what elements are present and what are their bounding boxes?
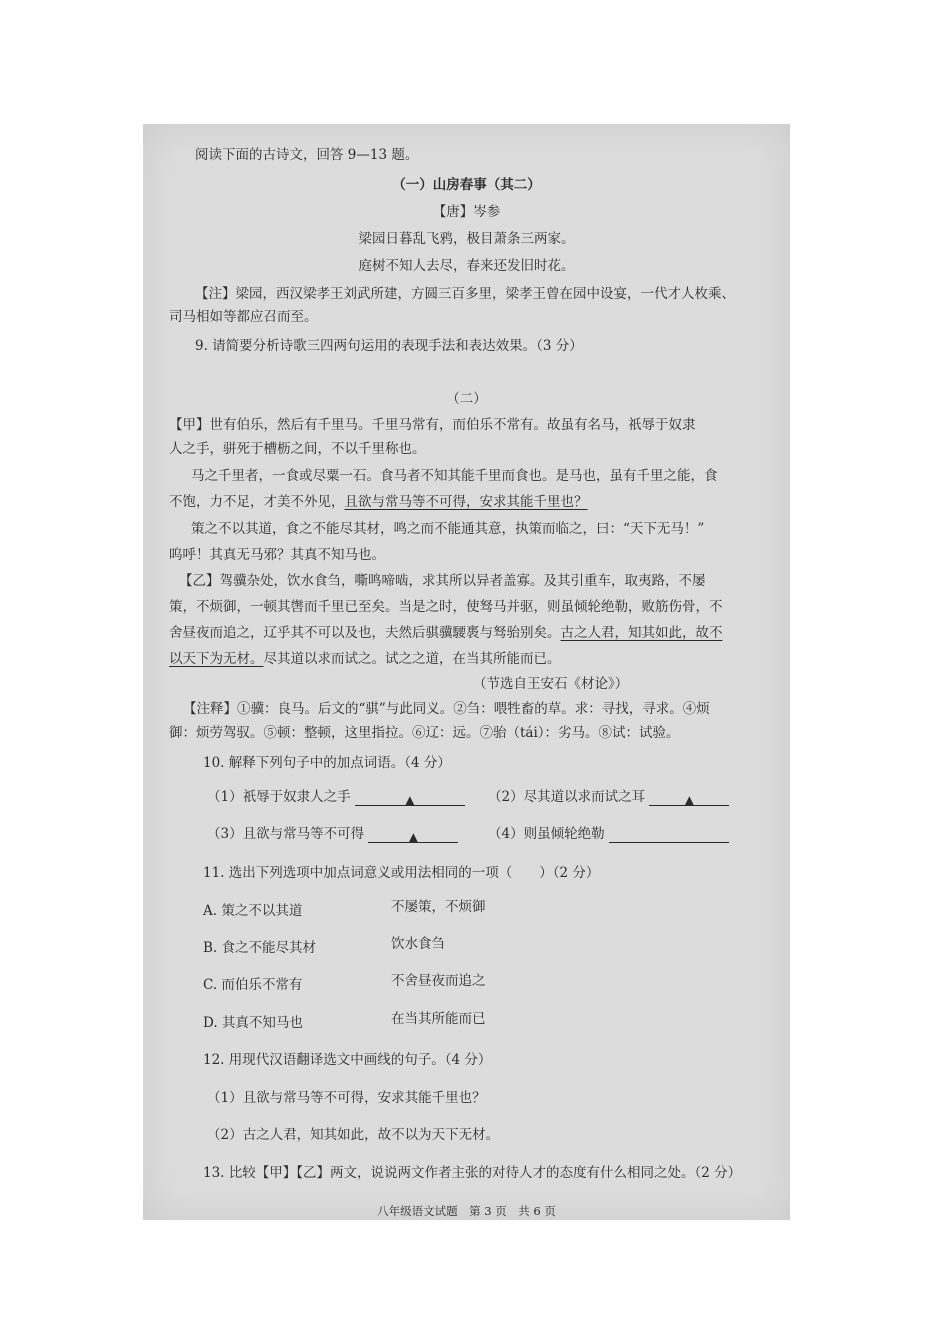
- poem-line-2: 庭树不知人去尽，春来还发旧时花。: [358, 258, 575, 274]
- yi-line-4: [169, 650, 561, 668]
- option-b-left: B. 食之不能尽其材: [203, 940, 317, 956]
- answer-blank[interactable]: ▲: [355, 791, 465, 806]
- question-10-item-4: （4）则虽倾轮绝勒: [488, 825, 729, 843]
- underlined-sentence-2-start: 古之人君，知其如此，故不: [560, 625, 723, 641]
- question-10-item-3: （3）且欲与常马等不可得 ▲: [207, 825, 458, 843]
- yi-plain-text: 舍昼夜而追之，辽乎其不可以及也，夫然后骐骥騕褭与驽骀别矣。: [169, 625, 561, 641]
- yi-line-2: 策，不烦御，一顿其辔而千里已至矣。当是之时，使驽马并驱，则虽倾轮绝勒，败筋伤骨，不: [169, 599, 723, 615]
- option-a-left: A. 策之不以其道: [203, 903, 303, 919]
- question-10-item-2: （2）尽其道以求而试之耳 ▲: [488, 788, 729, 806]
- yi-plain-text-2: 尽其道以求而试之。试之之道，在当其所能而已。: [263, 651, 561, 667]
- jia-paragraph-3-line-1: 策之不以其道，食之不能尽其材，鸣之而不能通其意，执策而临之，曰：“天下无马！”: [191, 521, 705, 537]
- exam-page: [143, 124, 790, 1220]
- option-b-right: 饮水食刍: [391, 936, 445, 952]
- prose-note-line-1: 【注释】①骥：良马。后文的“骐”与此同义。②刍：喂牲畜的草。求：寻找，寻求。④烦: [183, 701, 710, 717]
- jia-plain-text: 不饱，力不足，才美不外见，: [169, 494, 345, 510]
- question-12-item-1: （1）且欲与常马等不可得，安求其能千里也？: [207, 1090, 486, 1106]
- option-c-right: 不舍昼夜而追之: [391, 973, 486, 989]
- jia-paragraph-1-line-2: 人之手，骈死于槽枥之间，不以千里称也。: [169, 441, 426, 457]
- poem-note-line-1: 【注】梁园，西汉梁孝王刘武所建，方圆三百多里，梁孝王曾在园中设宴，一代才人枚乘、: [195, 286, 735, 302]
- jia-paragraph-3-line-2: 呜呼！其真无马邪？其真不知马也。: [169, 547, 385, 563]
- poem-heading: （一）山房春事（其二）: [392, 177, 541, 193]
- yi-line-1: 【乙】驾骥杂处，饮水食刍，嘶鸣啼啮，求其所以异者盖寡。及其引重车，取夷路，不屡: [179, 573, 706, 589]
- question-10-item-1: （1）祇辱于奴隶人之手 ▲: [207, 788, 465, 806]
- prose-heading: （二）: [446, 391, 487, 407]
- page-footer: 八年级语文试题 第 3 页 共 6 页: [377, 1204, 556, 1218]
- option-d-left: D. 其真不知马也: [203, 1015, 303, 1031]
- question-12-title: 12. 用现代汉语翻译选文中画线的句子。（4 分）: [203, 1052, 492, 1068]
- underlined-sentence-2-end: 以天下为无材。: [169, 651, 264, 667]
- intro-text: 阅读下面的古诗文，回答 9—13 题。: [195, 147, 419, 163]
- option-d-right: 在当其所能而已: [391, 1011, 486, 1027]
- jia-paragraph-1-line-1: 【甲】世有伯乐，然后有千里马。千里马常有，而伯乐不常有。故虽有名马，祇辱于奴隶: [169, 417, 696, 433]
- jia-paragraph-2-line-1: 马之千里者，一食或尽粟一石。食马者不知其能千里而食也。是马也，虽有千里之能，食: [191, 468, 718, 484]
- option-c-left: C. 而伯乐不常有: [203, 977, 303, 993]
- answer-blank[interactable]: [609, 828, 729, 843]
- yi-line-3: [169, 624, 723, 642]
- question-12-item-2: （2）古之人君，知其如此，故不以为天下无材。: [207, 1127, 500, 1143]
- answer-blank[interactable]: ▲: [649, 791, 729, 806]
- question-11-title: 11. 选出下列选项中加点词意义或用法相同的一项（ ）（2 分）: [203, 865, 600, 881]
- question-10-title: 10. 解释下列句子中的加点词语。（4 分）: [203, 755, 451, 771]
- underlined-sentence-1: 且欲与常马等不可得，安求其能千里也？: [344, 494, 588, 510]
- poem-author: 【唐】岑参: [432, 204, 501, 220]
- question-9: 9. 请简要分析诗歌三四两句运用的表现手法和表达效果。（3 分）: [195, 338, 583, 354]
- answer-blank[interactable]: ▲: [368, 828, 458, 843]
- option-a-right: 不屡策，不烦御: [391, 899, 486, 915]
- poem-line-1: 梁园日暮乱飞鸦，极目萧条三两家。: [358, 231, 575, 247]
- poem-note-line-2: 司马相如等都应召而至。: [169, 309, 318, 325]
- jia-paragraph-2-line-2: [169, 493, 588, 511]
- prose-note-line-2: 御：烦劳驾驭。⑤顿：整顿，这里指拉。⑥辽：远。⑦骀（tái）：劣马。⑧试：试验。: [169, 725, 680, 741]
- question-13: 13. 比较【甲】【乙】两文，说说两文作者主张的对待人才的态度有什么相同之处。（2 分）: [203, 1165, 742, 1181]
- prose-source: （节选自王安石《材论》）: [473, 676, 629, 692]
